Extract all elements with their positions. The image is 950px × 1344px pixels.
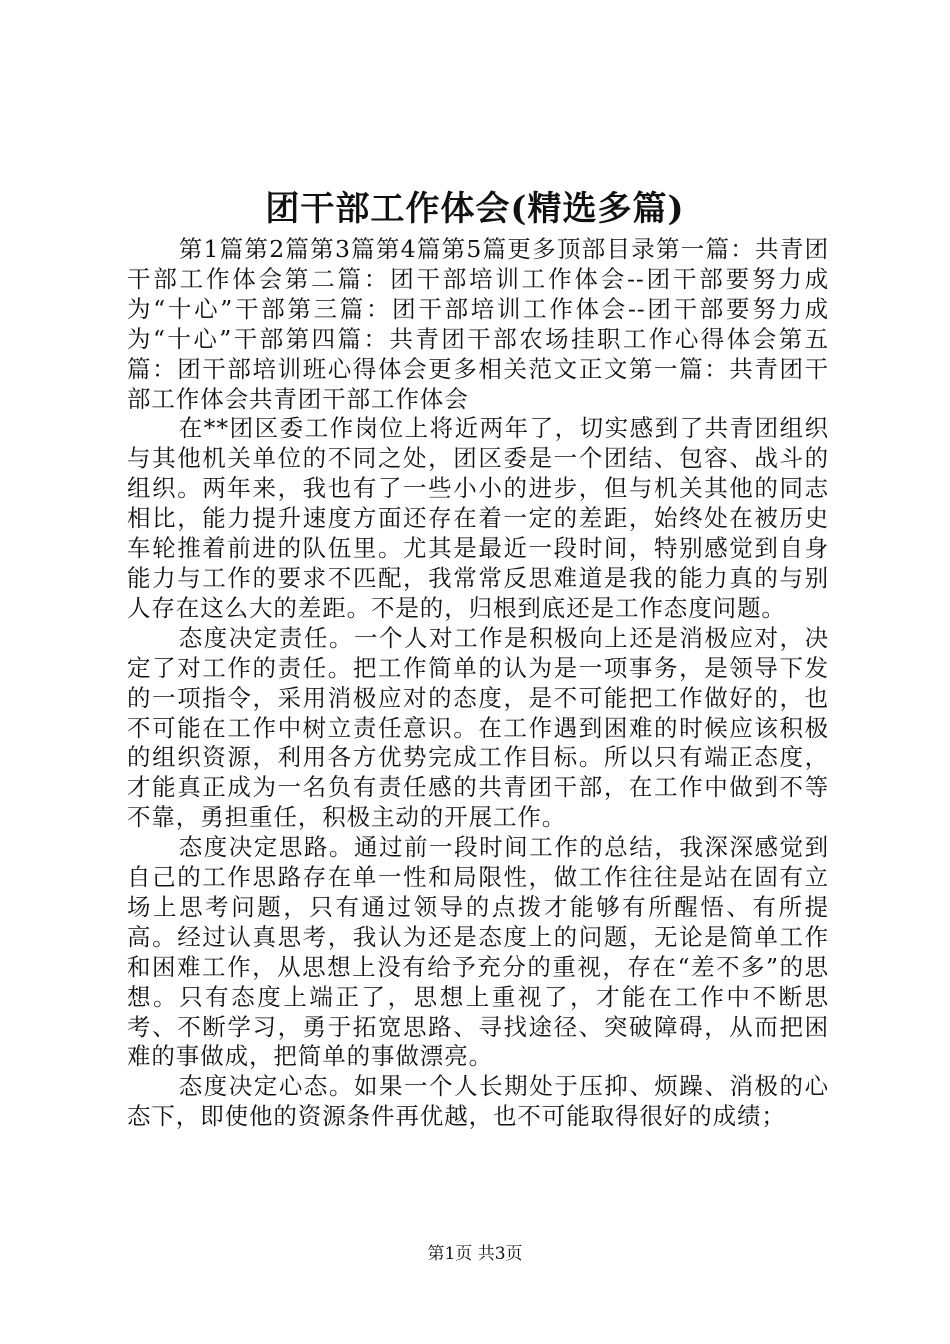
paragraph-attitude-mindset: 态度决定心态。如果一个人长期处于压抑、烦躁、消极的心态下，即使他的资源条件再优越，也不可能取得很好的成绩； bbox=[127, 1072, 829, 1131]
page-number-footer: 第1页 共3页 bbox=[427, 1244, 523, 1264]
paragraph-attitude-responsibility: 态度决定责任。一个人对工作是积极向上还是消极应对，决定了对工作的责任。把工作简单的认为是一项事务，是领导下发的一项指令，采用消极应对的态度，是不可能把工作做好的，也不可能在工作中树立责任意识。在工作遇到困难的时候应该积极的组织资源，利用各方优势完成工作目标。所以只有端正态度，才能真正成为一名负有责任感的共青团干部，在工作中做到不等不靠，勇担重任，积极主动的开展工作。 bbox=[127, 623, 829, 832]
document-body bbox=[127, 235, 829, 1132]
paragraph-attitude-thinking: 态度决定思路。通过前一段时间工作的总结，我深深感觉到自己的工作思路存在单一性和局限性，做工作往往是站在固有立场上思考问题，只有通过领导的点拨才能够有所醒悟、有所提高。经过认真思考，我认为还是态度上的问题，无论是简单工作和困难工作，从思想上没有给予充分的重视，存在“差不多”的思想。只有态度上端正了，思想上重视了，才能在工作中不断思考、不断学习，勇于拓宽思路、寻找途径、突破障碍，从而把困难的事做成，把简单的事做漂亮。 bbox=[127, 833, 829, 1071]
paragraph-table-of-contents: 第1篇第2篇第3篇第4篇第5篇更多顶部目录第一篇：共青团干部工作体会第二篇：团干部培训工作体会--团干部要努力成为“十心”干部第三篇：团干部培训工作体会--团干部要努力成为“十心”干部第四篇：共青团干部农场挂职工作心得体会第五篇：团干部培训班心得体会更多相关范文正文第一篇：共青团干部工作体会共青团干部工作体会 bbox=[127, 235, 829, 413]
paragraph-intro: 在**团区委工作岗位上将近两年了，切实感到了共青团组织与其他机关单位的不同之处，团区委是一个团结、包容、战斗的组织。两年来，我也有了一些小小的进步，但与机关其他的同志相比，能力提升速度方面还存在着一定的差距，始终处在被历史车轮推着前进的队伍里。尤其是最近一段时间，特别感觉到自身能力与工作的要求不匹配，我常常反思难道是我的能力真的与别人存在这么大的差距。不是的，归根到底还是工作态度问题。 bbox=[127, 414, 829, 622]
document-title: 团干部工作体会(精选多篇) bbox=[265, 189, 685, 229]
